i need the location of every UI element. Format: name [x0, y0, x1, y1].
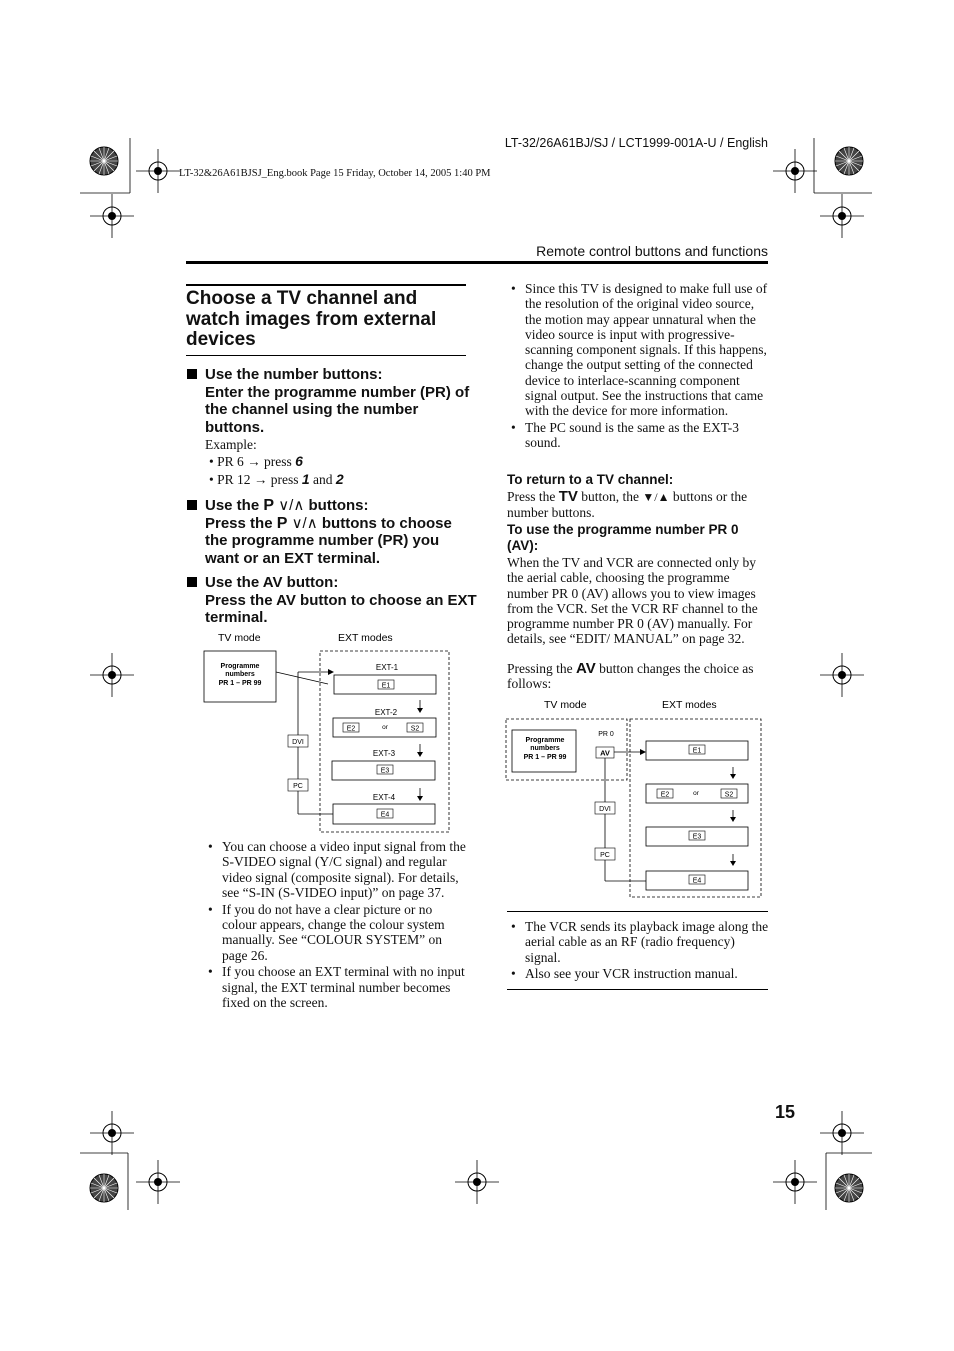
vcr-bottom-rule	[507, 989, 768, 990]
pr-range-label: PR 1 – PR 99	[523, 754, 567, 761]
section-heading: Use the AV button:	[205, 574, 339, 591]
pc-label: PC	[600, 852, 610, 859]
e1-label: E1	[692, 747, 702, 755]
av-label: AV	[600, 748, 610, 758]
vcr-notes-list	[509, 919, 769, 983]
tv-mode-label: TV mode	[218, 632, 261, 644]
pr0-text: When the TV and VCR are connected only by the aerial cable, choosing the programme number PR 0 (AV) allows you to view images from the VCR. Set the VCR RF channel to the programme number PR 0 (AV) manually. For details, see “EDIT/ MANUAL” on page 32.	[507, 555, 758, 647]
book-line: LT-32&26A61BJSJ_Eng.book Page 15 Friday, October 14, 2005 1:40 PM	[179, 168, 491, 179]
section-heading: Use the number buttons:	[205, 366, 383, 383]
section-heading: Use the P ∨/∧ buttons:	[205, 497, 369, 514]
key-1: 1	[301, 471, 310, 487]
s2-label: S2	[724, 791, 734, 799]
square-bullet	[187, 369, 197, 379]
e1-label: E1	[381, 682, 391, 690]
s2-label: S2	[410, 725, 420, 733]
ext-modes-label: EXT modes	[338, 632, 393, 644]
section-number-buttons	[187, 366, 477, 436]
dvi-label: DVI	[292, 739, 304, 746]
example-text: PR 6 → press	[217, 454, 292, 469]
and-text: and	[313, 472, 333, 487]
right-notes-list	[509, 281, 769, 452]
title-bottom-rule	[186, 355, 466, 356]
e4-label: E4	[692, 877, 702, 885]
list-item: • The PC sound is the same as the EXT-3 sound.	[509, 420, 769, 451]
numbers-label: numbers	[225, 671, 255, 678]
example-pr12: • PR 12 → press 1 and 2	[209, 471, 344, 487]
return-tv-text: Press the TV button, the ▼/▲ buttons or the number buttons.	[507, 488, 748, 521]
e3-label: E3	[380, 767, 390, 775]
vcr-top-rule	[507, 911, 768, 912]
numbers-label: numbers	[530, 745, 560, 752]
return-tv-heading: To return to a TV channel:	[507, 472, 674, 487]
key-2: 2	[335, 471, 344, 487]
av-button-glyph: AV	[576, 660, 596, 677]
tv-mode-label: TV mode	[544, 699, 587, 711]
example-label: Example:	[205, 437, 257, 452]
pc-label: PC	[293, 783, 303, 790]
up-down-icon: ∨/∧	[278, 497, 305, 514]
ext4-label: EXT-4	[372, 793, 396, 802]
section-av-button	[187, 574, 477, 627]
down-up-icon: ▼/▲	[642, 490, 670, 504]
list-item: • Since this TV is designed to make full use of the resolution of the original video source, the motion may appear unnatural when the video source is input with progressive-scanning component signals. If this happens, change the output setting of the connected device to interlace-scanning component signal output. See the instructions that came with the device for more information.	[509, 281, 769, 419]
list-item: • Also see your VCR instruction manual.	[509, 966, 769, 981]
p-button-glyph: P	[276, 514, 288, 532]
programme-label: Programme	[525, 737, 565, 744]
title-top-rule	[186, 284, 466, 286]
square-bullet	[187, 500, 197, 510]
ext-modes-label: EXT modes	[662, 699, 717, 711]
tv-button-glyph: TV	[558, 488, 578, 505]
pr0-label: PR 0	[598, 731, 614, 738]
up-down-icon: ∨/∧	[291, 514, 318, 532]
list-item: • You can choose a video input signal from the S-VIDEO signal (Y/C signal) and regular video signal (composite signal). For details, see “S-IN (S-VIDEO input)” on page 37.	[206, 839, 468, 900]
header-rule	[186, 261, 768, 264]
pr0-pressing-text: Pressing the AV button changes the choice as follows:	[507, 660, 754, 692]
e3-label: E3	[692, 833, 702, 841]
section-instruction: Enter the programme number (PR) of the channel using the number buttons.	[205, 383, 470, 436]
e2-label: E2	[346, 725, 356, 733]
programme-label: Programme	[220, 663, 260, 670]
left-notes-list	[206, 839, 468, 1012]
section-instruction: Press the AV button to choose an EXT terminal.	[205, 591, 477, 626]
e4-label: E4	[380, 811, 390, 819]
section-instruction: Press the P ∨/∧ buttons to choose the programme number (PR) you want or an EXT terminal.	[205, 514, 452, 567]
running-header: Remote control buttons and functions	[536, 243, 768, 259]
or-label: or	[382, 724, 388, 731]
example-text: PR 12 → press	[217, 472, 299, 487]
model-line: LT-32/26A61BJ/SJ / LCT1999-001A-U / English	[504, 136, 768, 150]
ext-group-box	[630, 719, 761, 897]
ext3-label: EXT-3	[372, 749, 396, 758]
p-button-glyph: P	[263, 497, 275, 514]
pr-range-label: PR 1 – PR 99	[218, 680, 262, 687]
ext1-label: EXT-1	[375, 663, 399, 672]
pr0-heading: To use the programme number PR 0 (AV):	[507, 522, 739, 553]
example-pr6: • PR 6 → press 6	[209, 453, 303, 469]
list-item: • If you choose an EXT terminal with no input signal, the EXT terminal number becomes fixed on the screen.	[206, 964, 468, 1010]
square-bullet	[187, 577, 197, 587]
ext-group-box	[320, 651, 449, 832]
or-label: or	[693, 790, 699, 797]
page-number: 15	[775, 1102, 796, 1122]
key-6: 6	[295, 453, 303, 469]
ext-mode-diagram-2	[504, 694, 766, 902]
e2-label: E2	[660, 791, 670, 799]
ext-mode-diagram-1	[200, 628, 460, 838]
list-item: • If you do not have a clear picture or no colour appears, change the colour system manually. See “COLOUR SYSTEM” on page 26.	[206, 902, 468, 963]
section-p-buttons	[187, 497, 477, 567]
dvi-label: DVI	[599, 806, 611, 813]
page-title: Choose a TV channel and watch images from external devices	[186, 288, 437, 350]
ext2-label: EXT-2	[374, 708, 398, 717]
list-item: • The VCR sends its playback image along the aerial cable as an RF (radio frequency) signal.	[509, 919, 769, 965]
